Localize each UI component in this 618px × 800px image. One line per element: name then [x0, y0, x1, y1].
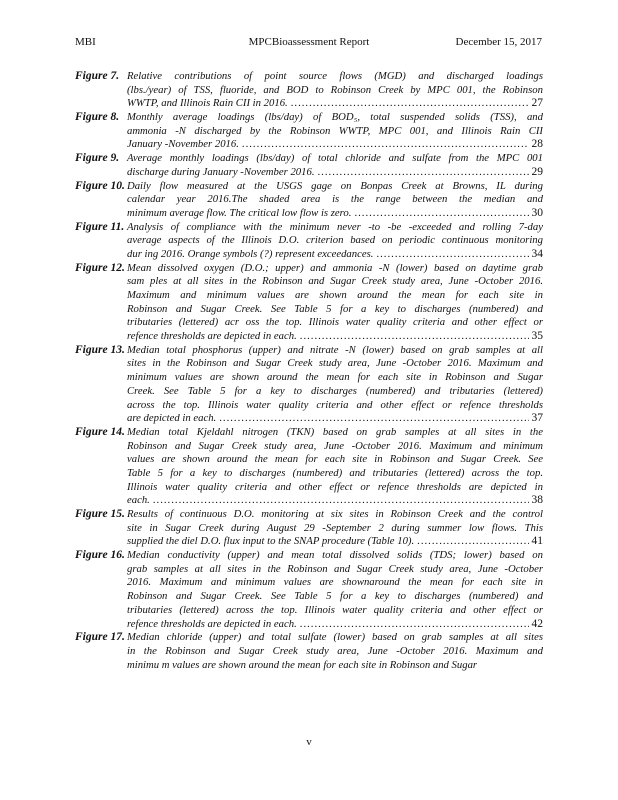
figure-caption-line: sites in the Robinson and Sugar Creek study area, June -October 2016. Maximum and	[127, 357, 543, 370]
figure-caption-line: tributaries (lettered) across the top. Illinois water quality criteria and other effect or	[127, 603, 543, 616]
figure-caption-line: Maximum and minimum values are shown around the mean for each site in	[127, 289, 543, 301]
figure-caption-line: Table 5 for a key to discharges (numbered) and tributaries (lettered) across the top.	[127, 466, 543, 479]
figure-caption-line: Median total Kjeldahl nitrogen (TKN) based on grab samples at all sites in the	[127, 425, 543, 438]
figure-caption-line: minimu m values are shown around the mean for each site in Robinson and Sugar	[127, 658, 478, 671]
figure-caption-line: Robinson and Sugar Creek. See Table 5 for a key to discharges (numbered) and	[127, 302, 543, 315]
figure-entry[interactable]	[75, 426, 543, 508]
figure-page-number[interactable]: 35	[531, 330, 543, 343]
dot-leader	[417, 535, 528, 549]
figure-caption-last-line	[75, 166, 543, 180]
figure-caption-line: Monthly average loadings (lbs/day) of BOD₅, total suspended solids (TSS), and	[127, 111, 543, 124]
figure-entry[interactable]	[75, 70, 543, 111]
dot-leader	[300, 330, 529, 344]
figure-caption-last-line	[75, 412, 543, 426]
figure-caption-last-line	[75, 330, 543, 344]
figure-page-number[interactable]: 29	[531, 165, 543, 178]
figure-caption-line: dur ing 2016. Orange symbols (?) represent exceedances.	[127, 247, 374, 260]
figure-caption-last-line	[75, 248, 543, 262]
figure-caption-line: supplied the diel D.O. flux input to the SNAP procedure (Table 10).	[127, 535, 415, 548]
figure-caption-last-line	[75, 138, 543, 152]
dot-leader	[153, 494, 529, 508]
figure-caption-line: Analysis of compliance with the minimum never -to -be -exceeded and rolling 7-day	[127, 220, 543, 233]
figure-caption-line: in the Robinson and Sugar Creek study area, June -October 2016. Maximum and	[127, 644, 543, 657]
figure-caption-line: Creek. See Table 5 for a key to discharges (numbered) and tributaries (lettered)	[127, 384, 543, 397]
figure-label: Figure 14.	[75, 425, 125, 438]
figure-caption-line: January -November 2016.	[127, 138, 239, 151]
figure-caption-line: calendar year 2016.The shaded area is the range between the median and	[127, 193, 543, 206]
figure-caption-line: (lbs./year) of TSS, fluoride, and BOD to Robinson Creek by MPC 001, the Robinson	[127, 83, 543, 96]
figure-caption-line: refence thresholds are depicted in each.	[127, 330, 297, 343]
dot-leader	[354, 207, 528, 221]
dot-leader	[219, 412, 528, 426]
figure-caption-line: Robinson and Sugar Creek study area, June -October 2016. Maximum and minimum	[127, 439, 543, 452]
figure-page-number[interactable]: 30	[531, 206, 543, 219]
figure-entry[interactable]	[75, 152, 543, 179]
figure-page-number[interactable]: 38	[531, 494, 543, 507]
figure-entry[interactable]	[75, 111, 543, 152]
figure-label: Figure 7.	[75, 70, 120, 82]
dot-leader	[242, 138, 529, 152]
figure-caption-line: ammonia -N discharged by the Robinson WWTP, MPC 001, and Illinois Rain CII	[127, 124, 543, 137]
figure-caption-line: average aspects of the Illinois D.O. criterion based on periodic continuous monitoring	[127, 234, 543, 247]
figure-caption-line: are depicted in each.	[127, 412, 217, 425]
dot-leader	[318, 166, 529, 180]
figure-page-number[interactable]: 34	[531, 247, 543, 260]
figure-entry[interactable]	[75, 344, 543, 426]
figure-caption-last-line	[75, 535, 543, 549]
figure-caption-line: across the top. Illinois water quality criteria and other effect or refence thresholds	[127, 398, 543, 411]
figure-caption-line: Median total phosphorus (upper) and nitrate -N (lower) based on grab samples at all	[127, 343, 543, 356]
figure-caption-line: Results of continuous D.O. monitoring at six sites in Robinson Creek and the control	[127, 508, 543, 520]
figure-entry[interactable]	[75, 508, 543, 549]
header-report-title: MPCBioassessment Report	[248, 36, 370, 48]
figure-entry[interactable]	[75, 262, 543, 344]
figure-caption-last-line	[75, 207, 543, 221]
figure-caption-line: sam ples at all sites in the Robinson and Sugar Creek study area, June -October 2016.	[127, 275, 543, 288]
figure-label: Figure 15.	[75, 508, 125, 520]
figure-label: Figure 8.	[75, 111, 120, 124]
figure-caption-line: Daily flow measured at the USGS gage on Bonpas Creek at Browns, IL during	[127, 179, 543, 192]
dot-leader	[376, 248, 528, 262]
figure-caption-line: minimum values are shown around the mean for each site in Robinson and Sugar	[127, 371, 543, 384]
header-date: December 15, 2017	[455, 36, 542, 48]
header-left-org: MBI	[75, 36, 96, 48]
figure-caption-line: 2016. Maximum and minimum values are shownaround the mean for each site in	[127, 576, 543, 589]
figure-label: Figure 12.	[75, 261, 125, 274]
figure-caption-line: Mean dissolved oxygen (D.O.; upper) and ammonia -N (lower) based on daytime grab	[127, 261, 543, 274]
figure-page-number[interactable]: 28	[531, 138, 543, 151]
figure-caption-line: values are shown around the mean for each site in Robinson and Sugar Creek. See	[127, 453, 543, 466]
figure-label: Figure 10.	[75, 179, 125, 192]
list-of-figures	[75, 70, 543, 672]
figure-page-number[interactable]: 42	[531, 617, 543, 630]
figure-label: Figure 16.	[75, 549, 125, 562]
figure-entry[interactable]	[75, 221, 543, 262]
figure-caption-last-line	[75, 97, 543, 111]
figure-caption-line: tributaries (lettered) acr oss the top. Illinois water quality criteria and other effect or	[127, 316, 543, 329]
figure-caption-last-line	[75, 618, 543, 632]
figure-label: Figure 17.	[75, 631, 125, 644]
figure-label: Figure 11.	[75, 220, 125, 233]
page-number: v	[306, 736, 312, 748]
figure-caption-line: Robinson and Sugar Creek. See Table 5 for a key to discharges (numbered) and	[127, 590, 543, 603]
figure-caption-line: Relative contributions of point source flows (MGD) and discharged loadings	[127, 70, 543, 82]
figure-entry[interactable]	[75, 549, 543, 631]
figure-caption-line: site in Sugar Creek during August 29 -September 2 during summer low flows. This	[127, 521, 543, 534]
figure-entry[interactable]	[75, 631, 543, 672]
dot-leader	[300, 618, 529, 632]
figure-caption-line: Median conductivity (upper) and mean total dissolved solids (TDS; lower) based on	[127, 549, 543, 562]
figure-page-number[interactable]: 27	[531, 97, 543, 110]
figure-label: Figure 13.	[75, 343, 125, 356]
figure-caption-last-line	[75, 494, 543, 508]
figure-page-number[interactable]: 37	[531, 412, 543, 425]
figure-caption-line: each.	[127, 494, 150, 507]
figure-page-number[interactable]: 41	[531, 535, 543, 548]
figure-caption-line: Illinois water quality criteria and other effect or refence thresholds are depicted in	[127, 480, 543, 493]
figure-caption-line: Median chloride (upper) and total sulfate (lower) based on grab samples at all sites	[127, 631, 543, 644]
figure-caption-line: refence thresholds are depicted in each.	[127, 617, 297, 630]
figure-caption-line: Average monthly loadings (lbs/day) of total chloride and sulfate from the MPC 001	[127, 152, 543, 165]
figure-caption-line: minimum average flow. The critical low flow is zero.	[127, 206, 352, 219]
figure-caption-line: discharge during January -November 2016.	[127, 165, 315, 178]
figure-entry[interactable]	[75, 180, 543, 221]
dot-leader	[291, 97, 529, 111]
figure-caption-line: WWTP, and Illinois Rain CII in 2016.	[127, 97, 288, 110]
figure-label: Figure 9.	[75, 152, 120, 165]
figure-caption-line: grab samples at all sites in the Robinson and Sugar Creek study area, June -October	[127, 562, 543, 575]
